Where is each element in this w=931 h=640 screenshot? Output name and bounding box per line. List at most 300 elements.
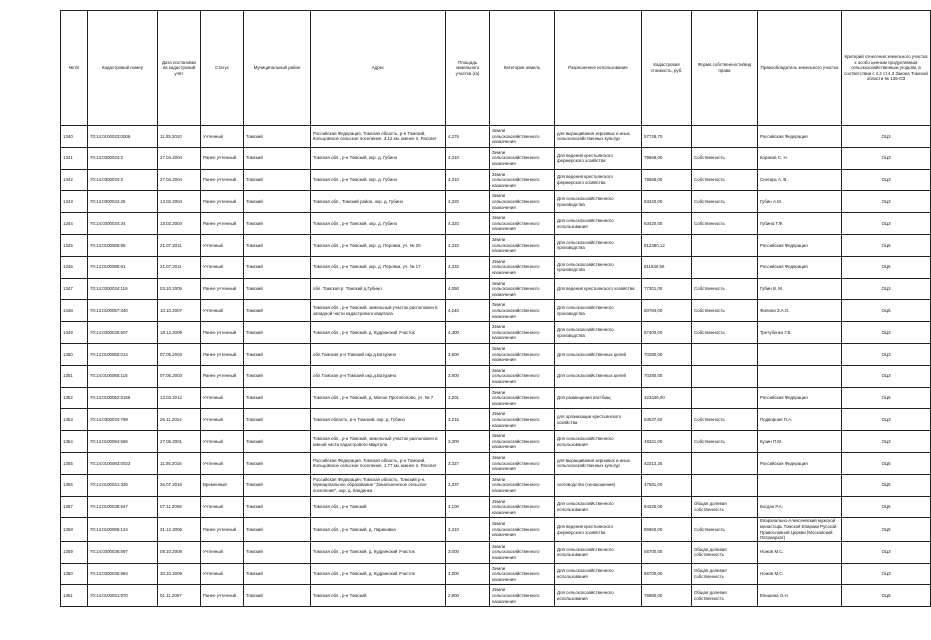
cell-status: Ранее учтенный — [201, 585, 244, 607]
cell-permitted-use: Для сельскохозяйственного производства — [555, 300, 642, 322]
cell-registration-date: 18.12.2009 — [158, 322, 201, 344]
cell-district: Томский — [244, 322, 311, 344]
cell-registration-date: 10.10.2007 — [158, 300, 201, 322]
cell-cadastral-cost: 79568,00 — [642, 169, 692, 191]
cell-registration-date: 21.07.2011 — [158, 234, 201, 256]
cell-permitted-use: Для сельскохозяйственных целей — [555, 365, 642, 387]
cell-owner: Российская Федерация — [758, 452, 842, 474]
cell-registration-date: 30.10.2009 — [158, 563, 201, 585]
cell-land-category: Земли сельскохозяйственного назначения — [490, 563, 555, 585]
cell-status: Учтенный — [201, 126, 244, 148]
cell-ownership-form: Общая долевая собственность — [692, 585, 758, 607]
cell-permitted-use: Для сельскохозяйственного использования — [555, 431, 642, 453]
cell-ownership-form: Собственность — [692, 147, 758, 169]
cell-status: Ранее учтенный — [201, 213, 244, 235]
cell-criterion: ОЦ5 — [842, 452, 931, 474]
cell-num: 1350 — [61, 343, 88, 365]
cell-ownership-form: Общая долевая собственность — [692, 496, 758, 518]
table-row — [61, 191, 931, 213]
table-row — [61, 452, 931, 474]
cell-permitted-use: Для ведения крестьянского фермерского хозяйства — [555, 169, 642, 191]
cell-area: 4,320 — [446, 191, 490, 213]
cell-registration-date: 13.02.2004 — [158, 213, 201, 235]
cell-permitted-use: для организации крестьянского хозяйства — [555, 409, 642, 431]
cell-criterion: ОЦ5 — [842, 300, 931, 322]
land-plots-table — [60, 10, 931, 607]
cell-land-category: Земли сельскохозяйственного назначения — [490, 541, 555, 563]
cell-criterion: ОЦ3 — [842, 343, 931, 365]
cell-address: Томская обл., р-н Томский, окр. д. Губино — [311, 213, 446, 235]
cell-address: Томская обл., р-н Томский, окр. д. Перовка, уч. № 17 — [311, 256, 446, 278]
cell-num: 1340 — [61, 126, 88, 148]
table-row — [61, 322, 931, 344]
cell-ownership-form — [692, 452, 758, 474]
cell-owner: Епишина О.Н. — [758, 585, 842, 607]
cell-address: Томская обл., р-н Томский, д. Кудринский Участок — [311, 541, 446, 563]
table-row — [61, 474, 931, 496]
cell-status: Учтенный — [201, 431, 244, 453]
cell-registration-date: 07.11.2008 — [158, 496, 201, 518]
cell-address: Томская обл., р-н Томский, земельный участок расположен в западной части кадастрового квартала — [311, 300, 446, 322]
cell-status: Учтенный — [201, 563, 244, 585]
cell-address: Томская обл., р-н Томский — [311, 496, 446, 518]
header-row — [61, 11, 931, 126]
cell-land-category: Земли сельскохозяйственного назначения — [490, 496, 555, 518]
cell-registration-date: 31.12.2006 — [158, 518, 201, 541]
table-row — [61, 585, 931, 607]
cell-cadastral-number: 70:14:0100055:116 — [88, 365, 158, 387]
cell-cadastral-cost: 77301,00 — [642, 278, 692, 300]
cell-num: 1356 — [61, 474, 88, 496]
cell-district: Томский — [244, 365, 311, 387]
cell-status: Учтенный — [201, 234, 244, 256]
cell-cadastral-number: 70:14:0100038:547 — [88, 496, 158, 518]
cell-permitted-use: для выращивания зерновых и иных сельскохозяйственных культур — [555, 452, 642, 474]
cell-registration-date: 27.04.2004 — [158, 147, 201, 169]
cell-criterion: ОЦ3 — [842, 365, 931, 387]
cell-registration-date: 07.05.2003 — [158, 365, 201, 387]
cell-num: 1344 — [61, 213, 88, 235]
header-num: №п/п — [61, 11, 88, 126]
cell-criterion: ОЦ5 — [842, 387, 931, 409]
table-row — [61, 518, 931, 541]
cell-permitted-use: Для размещения пастбищ — [555, 387, 642, 409]
cell-owner: Российская Федерация — [758, 387, 842, 409]
cell-cadastral-cost: 70280,00 — [642, 365, 692, 387]
table-row — [61, 365, 931, 387]
cell-district: Томский — [244, 496, 311, 518]
cell-cadastral-number: 70:14:0300034:119 — [88, 278, 158, 300]
cell-area: 3,215 — [446, 409, 490, 431]
cell-cadastral-cost: 76980,00 — [642, 585, 692, 607]
cell-ownership-form — [692, 343, 758, 365]
header-status: Статус — [201, 11, 244, 126]
cell-ownership-form: Собственность — [692, 169, 758, 191]
cell-district: Томский — [244, 431, 311, 453]
cell-district: Томский — [244, 452, 311, 474]
cell-area: 2,900 — [446, 585, 490, 607]
table-header — [61, 11, 931, 126]
cell-permitted-use: Для ведения крестьянского фермерского хозяйства — [555, 518, 642, 541]
cell-criterion: ОЦ3 — [842, 191, 931, 213]
cell-district: Томский — [244, 300, 311, 322]
cell-permitted-use: Для сельскохозяйственного использования — [555, 213, 642, 235]
cell-land-category: Земли сельскохозяйственного назначения — [490, 518, 555, 541]
cell-registration-date: 27.05.2001 — [158, 431, 201, 453]
header-area: Площадь земельного участка (га) — [446, 11, 490, 126]
header-criterion: Критерий отнесения земельного участка к особо ценным продуктивным сельскохозяйственным угодьям, в соответствии с п.2 ст.4.3 Закона Томской области № 135-ОЗ — [842, 11, 931, 126]
cell-cadastral-number: 70:14:0100083:0023 — [88, 452, 158, 474]
cell-num: 1348 — [61, 300, 88, 322]
cell-district: Томский — [244, 256, 311, 278]
cell-criterion: ОЦ3 — [842, 409, 931, 431]
table-row — [61, 496, 931, 518]
cell-permitted-use: Для сельскохозяйственного использования — [555, 496, 642, 518]
cell-num: 1352 — [61, 387, 88, 409]
cell-district: Томский — [244, 387, 311, 409]
table-row — [61, 431, 931, 453]
cell-criterion: ОЦ3 — [842, 541, 931, 563]
cell-criterion: ОЦ5 — [842, 585, 931, 607]
cell-num: 1355 — [61, 452, 88, 474]
table-row — [61, 563, 931, 585]
cell-num: 1351 — [61, 365, 88, 387]
cell-address: обл. Томская р. Томский д.Губино — [311, 278, 446, 300]
cell-area: 4,240 — [446, 300, 490, 322]
cell-area: 4,400 — [446, 322, 490, 344]
cell-ownership-form: Собственность — [692, 409, 758, 431]
cell-cadastral-cost: 60784,00 — [642, 300, 692, 322]
cell-criterion: ОЦ5 — [842, 518, 931, 541]
cell-land-category: Земли сельскохозяйственного назначения — [490, 474, 555, 496]
cell-owner: Ножов М.С. — [758, 541, 842, 563]
cell-status: Учтенный — [201, 541, 244, 563]
cell-criterion: ОЦ5 — [842, 474, 931, 496]
cell-land-category: Земли сельскохозяйственного назначения — [490, 322, 555, 344]
cell-address: Российская Федерация, Томская область, Томский р-н, Муниципальное образование "Зональненское сельское поселение", окр. д. Кандинка — [311, 474, 446, 496]
cell-land-category: Земли сельскохозяйственного назначения — [490, 452, 555, 474]
cell-owner: Губин А.М. — [758, 191, 842, 213]
cell-status: Ранее учтенный — [201, 191, 244, 213]
cell-registration-date: 03.10.2005 — [158, 278, 201, 300]
table-row — [61, 409, 931, 431]
header-address: Адрес — [311, 11, 446, 126]
cell-cadastral-cost: 811840,56 — [642, 256, 692, 278]
cell-registration-date: 21.07.2011 — [158, 256, 201, 278]
cell-area: 3,310 — [446, 518, 490, 541]
cell-cadastral-cost: 48321,00 — [642, 431, 692, 453]
cell-owner: Российская Федерация — [758, 234, 842, 256]
cell-address: Томская обл., р-н Томский, окр. д. Губино — [311, 169, 446, 191]
cell-ownership-form: Собственность — [692, 213, 758, 235]
cell-num: 1361 — [61, 585, 88, 607]
cell-permitted-use: Для сельскохозяйственного производства — [555, 322, 642, 344]
cell-num: 1358 — [61, 518, 88, 541]
table-row — [61, 541, 931, 563]
cell-ownership-form: Собственность — [692, 191, 758, 213]
cell-land-category: Земли сельскохозяйственного назначения — [490, 300, 555, 322]
cell-cadastral-number: 70:14:0300034:799 — [88, 409, 158, 431]
cell-district: Томский — [244, 169, 311, 191]
cell-cadastral-number: 70:14:0300036:984 — [88, 563, 158, 585]
cell-area: 4,310 — [446, 169, 490, 191]
cell-land-category: Земли сельскохозяйственного назначения — [490, 169, 555, 191]
cell-permitted-use: Для ведения крестьянского хозяйства — [555, 278, 642, 300]
cell-cadastral-number: 70:14:0300034:2 — [88, 147, 158, 169]
cell-address: Томская обл., р-н Томский, д. Лариновка — [311, 518, 446, 541]
cell-permitted-use: Для сельскохозяйственного использования — [555, 541, 642, 563]
cell-criterion: ОЦ3 — [842, 322, 931, 344]
cell-area: 4,050 — [446, 278, 490, 300]
cell-cadastral-number: 70:14:0300034:3 — [88, 169, 158, 191]
cell-cadastral-number: 70:14:0100033:0006 — [88, 126, 158, 148]
cell-address: Томская обл., р-н Томский, окр. д. Губино — [311, 147, 446, 169]
cell-owner: Губина Т.Ф. — [758, 213, 842, 235]
table-row — [61, 300, 931, 322]
cell-criterion: ОЦ3 — [842, 213, 931, 235]
cell-registration-date: 26.07.2016 — [158, 474, 201, 496]
cell-owner: Губин В. М. — [758, 278, 842, 300]
cell-land-category: Земли сельскохозяйственного назначения — [490, 387, 555, 409]
cell-owner — [758, 365, 842, 387]
cell-cadastral-number: 70:14:0300036:607 — [88, 322, 158, 344]
cell-cadastral-number: 70:14:0300034:34 — [88, 213, 158, 235]
cell-area: 4,310 — [446, 147, 490, 169]
cell-land-category: Земли сельскохозяйственного назначения — [490, 234, 555, 256]
cell-num: 1354 — [61, 431, 88, 453]
cell-owner: Третубенко Г.В. — [758, 322, 842, 344]
cell-ownership-form — [692, 365, 758, 387]
table-body — [61, 126, 931, 607]
cell-district: Томский — [244, 518, 311, 541]
cell-area: 3,300 — [446, 431, 490, 453]
table-row — [61, 387, 931, 409]
cell-ownership-form: Общая долевая собственность — [692, 541, 758, 563]
cell-num: 1359 — [61, 541, 88, 563]
cell-ownership-form — [692, 256, 758, 278]
cell-status: Учтенный — [201, 496, 244, 518]
cell-area: 3,000 — [446, 563, 490, 585]
cell-cadastral-cost: 56700,00 — [642, 563, 692, 585]
cell-cadastral-cost: 79568,00 — [642, 147, 692, 169]
cell-ownership-form — [692, 126, 758, 148]
cell-criterion: ОЦ3 — [842, 126, 931, 148]
cell-area: 3,201 — [446, 387, 490, 409]
cell-cadastral-number: 70:14:0100085:86 — [88, 234, 158, 256]
cell-permitted-use: Для сельскохозяйственного производства — [555, 234, 642, 256]
cell-num: 1357 — [61, 496, 88, 518]
table-row — [61, 256, 931, 278]
cell-num: 1342 — [61, 169, 88, 191]
cell-address: Томская область, р-н Томский, окр. д. Губино — [311, 409, 446, 431]
cell-cadastral-cost: 57728,70 — [642, 126, 692, 148]
cell-district: Томский — [244, 234, 311, 256]
cell-ownership-form: Собственность — [692, 300, 758, 322]
cell-num: 1346 — [61, 256, 88, 278]
table-row — [61, 234, 931, 256]
cell-owner: Богдан Р.А. — [758, 496, 842, 518]
cell-land-category: Земли сельскохозяйственного назначения — [490, 147, 555, 169]
cell-criterion: ОЦ3 — [842, 431, 931, 453]
cell-address: Томская обл., р-н Томский, земельный участок расположен в южной части кадастрового квартала — [311, 431, 446, 453]
cell-area: 4,276 — [446, 126, 490, 148]
cell-registration-date: 27.04.2004 — [158, 169, 201, 191]
cell-district: Томский — [244, 563, 311, 585]
cell-status: Учтенный — [201, 300, 244, 322]
cell-area: 3,600 — [446, 343, 490, 365]
header-permitted-use: Разрешенное использование — [555, 11, 642, 126]
cell-district: Томский — [244, 191, 311, 213]
cell-owner: Российская Федерация — [758, 256, 842, 278]
table-row — [61, 278, 931, 300]
cell-cadastral-cost: 323446,00 — [642, 387, 692, 409]
cell-ownership-form — [692, 387, 758, 409]
cell-cadastral-number: 70:14:0100041:326 — [88, 474, 158, 496]
cell-land-category: Земли сельскохозяйственного назначения — [490, 278, 555, 300]
cell-area: 4,332 — [446, 234, 490, 256]
cell-address: Российская Федерация, Томская область, р-н Томский, Кольцовское сельское поселение, 1.77 км. южнее п. Рассвет — [311, 452, 446, 474]
cell-criterion: ОЦ3 — [842, 169, 931, 191]
cell-num: 1341 — [61, 147, 88, 169]
cell-owner: Филина З.А.О. — [758, 300, 842, 322]
cell-owner: Российская Федерация — [758, 126, 842, 148]
cell-registration-date: 13.02.2004 — [158, 191, 201, 213]
cell-status: Ранее учтенный — [201, 322, 244, 344]
cell-permitted-use: Для ведения крестьянского фермерского хозяйства — [555, 147, 642, 169]
cell-permitted-use: Для сельскохозяйственного использования — [555, 563, 642, 585]
cell-district: Томский — [244, 278, 311, 300]
cell-criterion: ОЦ3 — [842, 147, 931, 169]
cell-status: Ранее учтенный — [201, 147, 244, 169]
cell-area: 3,327 — [446, 452, 490, 474]
cell-land-category: Земли сельскохозяйственного назначения — [490, 256, 555, 278]
cell-status: Учтенный — [201, 387, 244, 409]
cell-cadastral-cost: 63537,50 — [642, 409, 692, 431]
cell-permitted-use: скотоводство (сенокошение) — [555, 474, 642, 496]
cell-owner: Кузин П.М. — [758, 431, 842, 453]
cell-status: Временный — [201, 474, 244, 496]
cell-status: Ранее учтенный — [201, 169, 244, 191]
cell-address: обл.Томская р-н Томский окр.д.Батурино — [311, 365, 446, 387]
header-land-category: Категория земель — [490, 11, 555, 126]
cell-permitted-use: Для сельскохозяйственных целей — [555, 343, 642, 365]
cell-permitted-use: Для сельскохозяйственного использования — [555, 585, 642, 607]
cell-cadastral-number: 70:14:0100031:970 — [88, 585, 158, 607]
cell-permitted-use: Для сельскохозяйственного производства — [555, 191, 642, 213]
cell-ownership-form — [692, 234, 758, 256]
cell-permitted-use: для выращивания зерновых и иных сельскохозяйственных культур — [555, 126, 642, 148]
table-row — [61, 169, 931, 191]
cell-district: Томский — [244, 147, 311, 169]
cell-land-category: Земли сельскохозяйственного назначения — [490, 126, 555, 148]
header-ownership-form: Форма собственности/вид права — [692, 11, 758, 126]
cell-owner: Ножов М.С. — [758, 563, 842, 585]
header-owner: Правообладатель земельного участка — [758, 11, 842, 126]
cell-cadastral-cost: 84325,00 — [642, 496, 692, 518]
cell-criterion: ОЦ5 — [842, 496, 931, 518]
cell-cadastral-number: 70:14:0100055:014 — [88, 343, 158, 365]
cell-area: 4,320 — [446, 213, 490, 235]
header-cadastral-number: Кадастровый номер — [88, 11, 158, 126]
cell-ownership-form: Собственность — [692, 278, 758, 300]
cell-area: 4,332 — [446, 256, 490, 278]
cell-district: Томский — [244, 585, 311, 607]
cell-criterion: ОЦ5 — [842, 256, 931, 278]
cell-area: 3,337 — [446, 474, 490, 496]
table-row — [61, 213, 931, 235]
cell-address: Томская обл., р-н Томский, д. Кудринский Участок — [311, 563, 446, 585]
cell-cadastral-cost: 86960,00 — [642, 518, 692, 541]
cell-status: Учтенный — [201, 452, 244, 474]
cell-registration-date: 11.05.2016 — [158, 452, 201, 474]
cell-land-category: Земли сельскохозяйственного назначения — [490, 213, 555, 235]
cell-district: Томский — [244, 126, 311, 148]
cell-status: Ранее учтенный — [201, 278, 244, 300]
cell-address: Томская обл., р-н Томский, д. Кудринский Участок — [311, 322, 446, 344]
cell-cadastral-number: 70:14:0100057:340 — [88, 300, 158, 322]
cell-owner — [758, 343, 842, 365]
cell-address: обл.Томская р-н Томский окр.д.Батурино — [311, 343, 446, 365]
cell-owner: Епархиально-Алексеевский мужской монастырь Томской Епархии Русской Православной Церкви (Московский Патриархат) — [758, 518, 842, 541]
cell-registration-date: 08.10.2008 — [158, 541, 201, 563]
cell-address: Томская обл., Томский район, окр. д. Губино — [311, 191, 446, 213]
cell-cadastral-cost: 47581,00 — [642, 474, 692, 496]
cell-ownership-form — [692, 474, 758, 496]
cell-cadastral-number: 70:14:0100052:5156 — [88, 387, 158, 409]
cell-owner: Кориков С. Н. — [758, 147, 842, 169]
cell-address: Томская обл., р-н Томский, д. Малое Протопопово, уч. № 7 — [311, 387, 446, 409]
cell-cadastral-cost: 67400,00 — [642, 322, 692, 344]
cell-district: Томский — [244, 541, 311, 563]
cell-status: Ранее учтенный — [201, 365, 244, 387]
cell-cadastral-number: 70:14:0100094:566 — [88, 431, 158, 453]
cell-num: 1353 — [61, 409, 88, 431]
cell-cadastral-number: 70:14:0300034:25 — [88, 191, 158, 213]
cell-land-category: Земли сельскохозяйственного назначения — [490, 409, 555, 431]
cell-district: Томский — [244, 409, 311, 431]
cell-status: Ранее учтенный — [201, 518, 244, 541]
cell-num: 1343 — [61, 191, 88, 213]
cell-criterion: ОЦ3 — [842, 563, 931, 585]
cell-land-category: Земли сельскохозяйственного назначения — [490, 431, 555, 453]
cell-land-category: Земли сельскохозяйственного назначения — [490, 365, 555, 387]
cell-land-category: Земли сельскохозяйственного назначения — [490, 585, 555, 607]
cell-land-category: Земли сельскохозяйственного назначения — [490, 343, 555, 365]
cell-cadastral-cost: 812390,12 — [642, 234, 692, 256]
cell-registration-date: 13.03.2012 — [158, 387, 201, 409]
cell-district: Томский — [244, 213, 311, 235]
cell-cadastral-number: 70:14:0100095:124 — [88, 518, 158, 541]
cell-ownership-form: Собственность — [692, 431, 758, 453]
cell-cadastral-number: 70:14:0100085:81 — [88, 256, 158, 278]
cell-cadastral-cost: 63420,00 — [642, 191, 692, 213]
table-row — [61, 126, 931, 148]
header-registration-date: Дата постановки на кадастровый учёт — [158, 11, 201, 126]
cell-address: Томская обл., р-н Томский — [311, 585, 446, 607]
cell-address: Томская обл., р-н Томский, окр. д. Перовка, уч. № 20 — [311, 234, 446, 256]
cell-num: 1349 — [61, 322, 88, 344]
header-cadastral-cost: Кадастровая стоимость, руб. — [642, 11, 692, 126]
cell-land-category: Земли сельскохозяйственного назначения — [490, 191, 555, 213]
cell-num: 1347 — [61, 278, 88, 300]
cell-area: 3,100 — [446, 496, 490, 518]
cell-area: 3,000 — [446, 541, 490, 563]
cell-cadastral-cost: 42213,25 — [642, 452, 692, 474]
cell-ownership-form: Общая долевая собственность — [692, 563, 758, 585]
header-district: Муниципальный район — [244, 11, 311, 126]
cell-num: 1345 — [61, 234, 88, 256]
cell-registration-date: 01.11.2007 — [158, 585, 201, 607]
